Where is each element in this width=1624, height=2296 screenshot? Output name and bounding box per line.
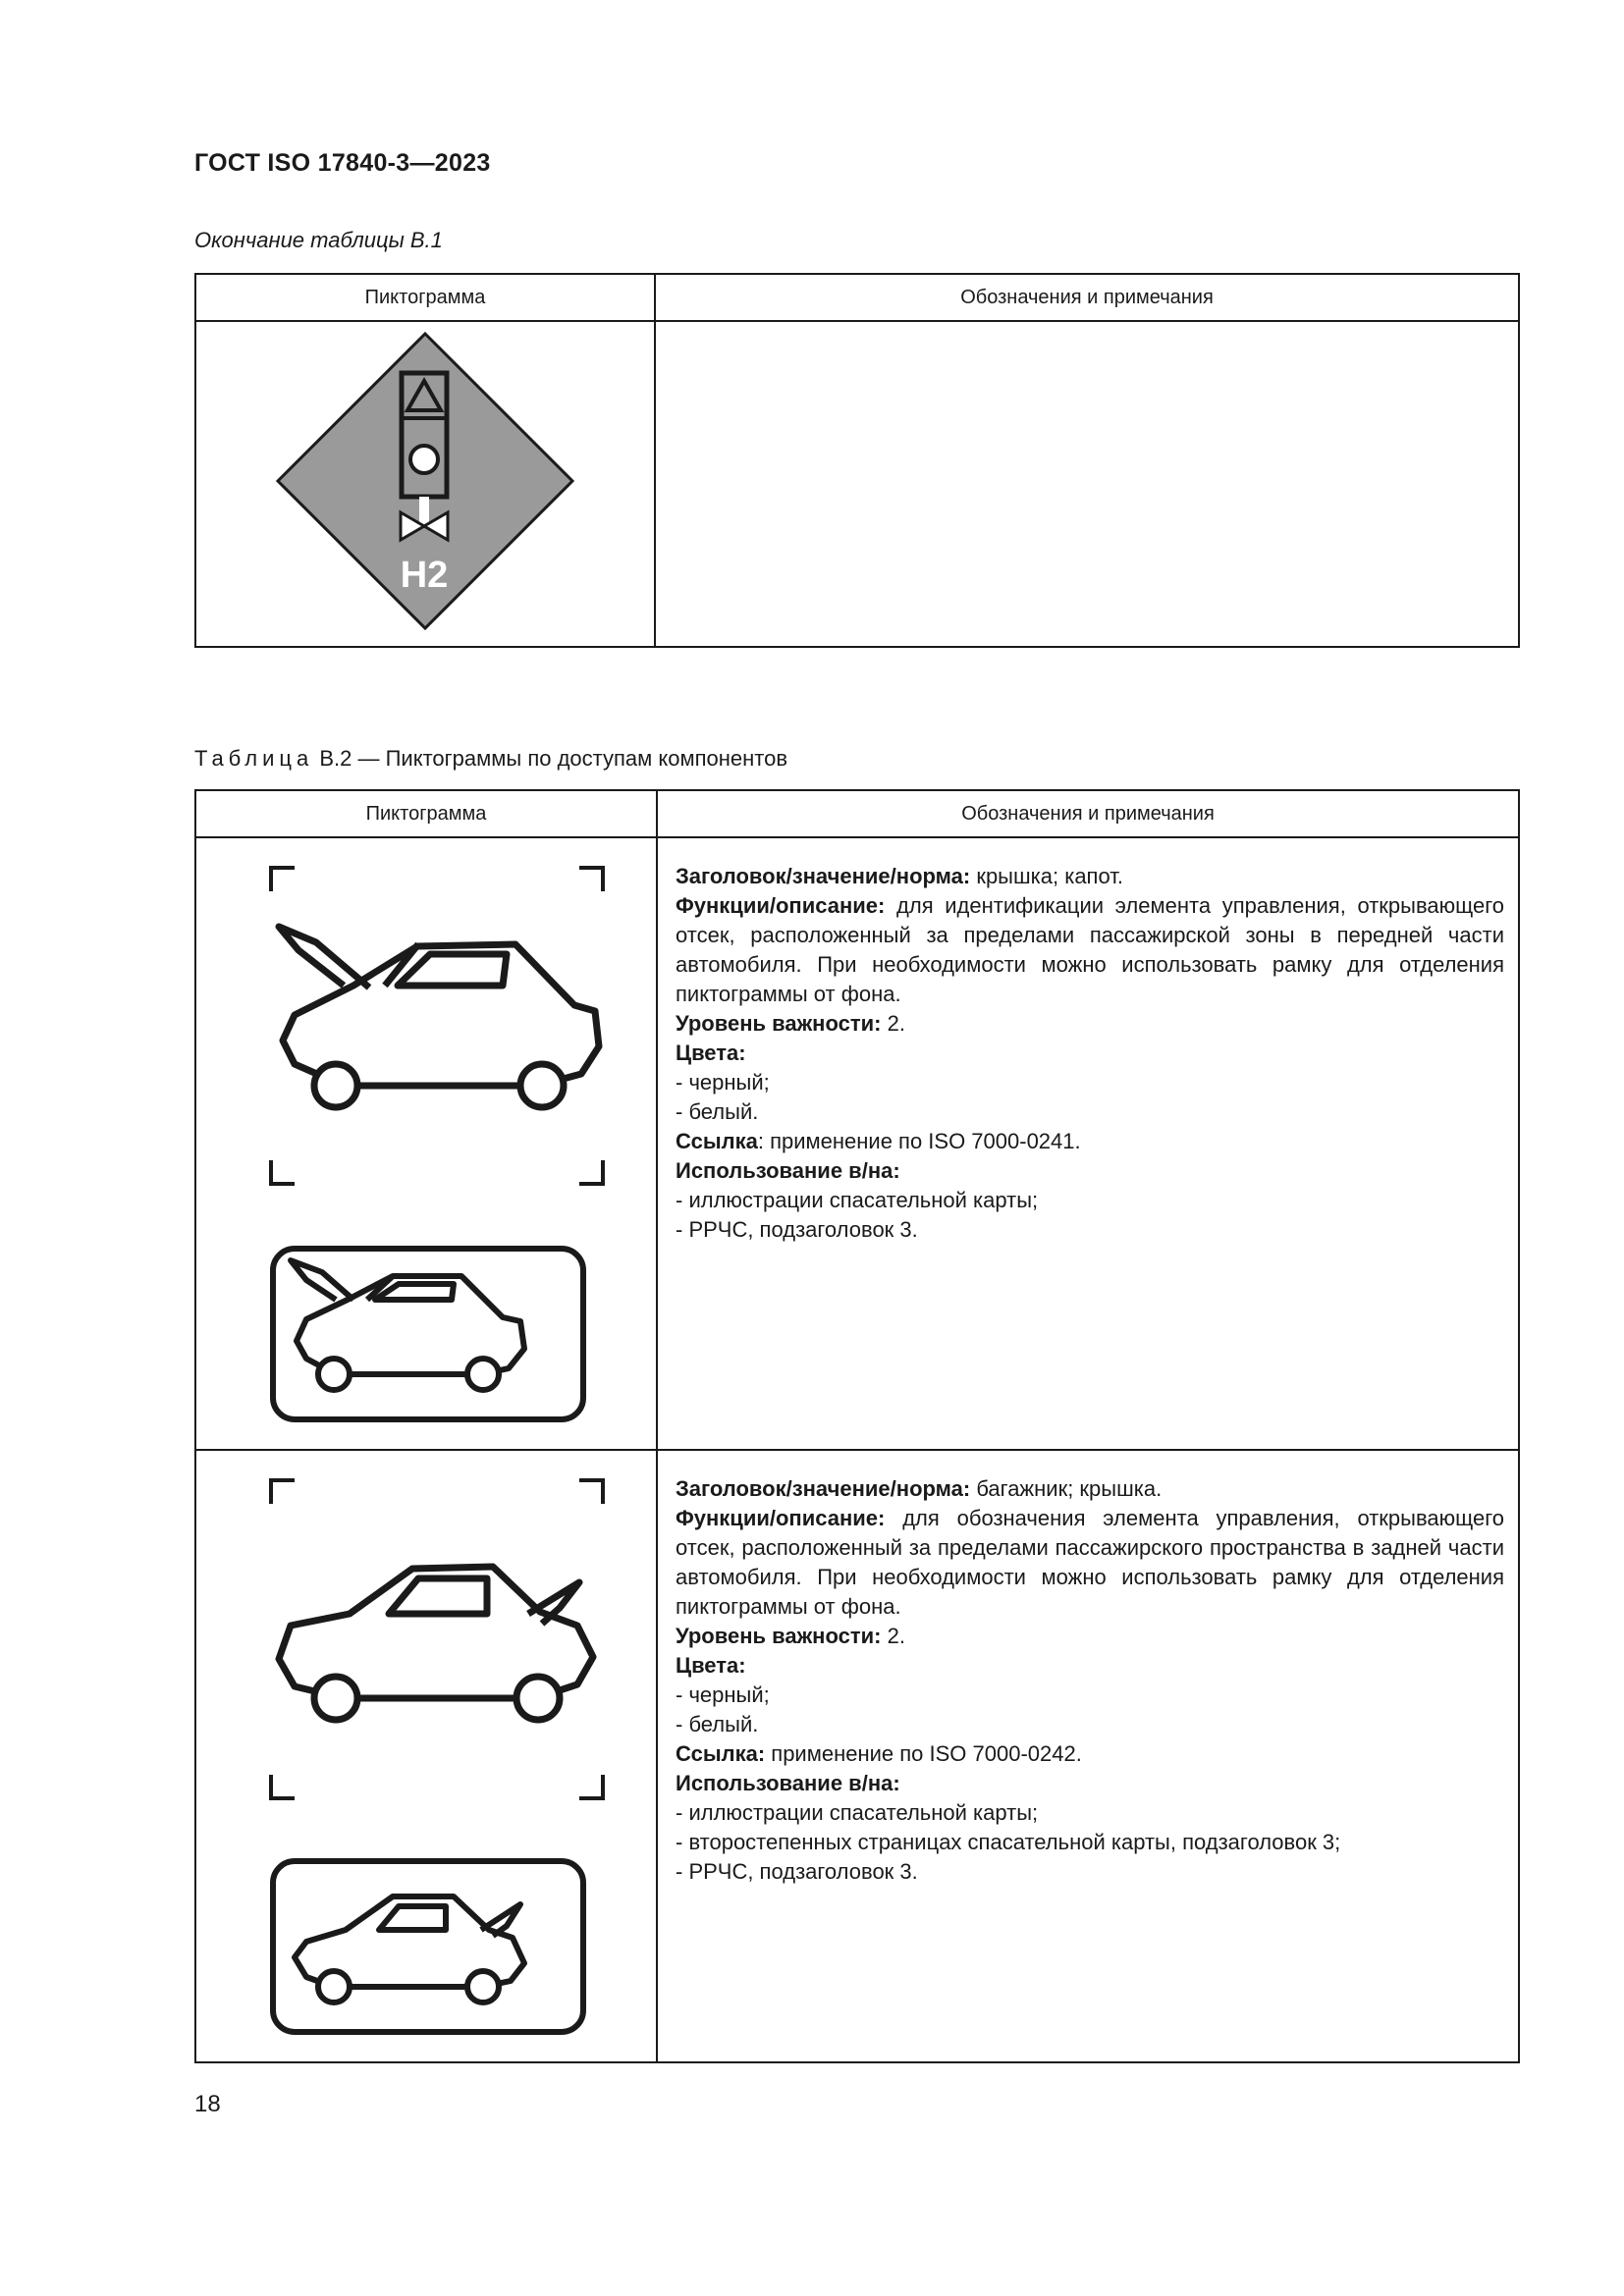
row1-function-label: Функции/описание: — [676, 893, 886, 918]
page-number: 18 — [194, 2091, 221, 2117]
frame-corners — [271, 868, 603, 1184]
row2-usage-label: Использование в/на: — [676, 1771, 900, 1795]
frame-corners — [271, 1480, 603, 1798]
row1-title-label: Заголовок/значение/норма: — [676, 864, 971, 888]
table-b1-pictogram-cell — [195, 321, 655, 647]
rounded-box — [273, 1861, 583, 2032]
row1-color-2: - белый. — [676, 1099, 759, 1124]
row2-function-value: для обозначения элемента управления, открывающего отсек, расположенный за пределами пассажирского пространства в задней части автомобиля. При необходимости можно использовать рамку для отделения пиктограммы от фона. — [676, 1506, 1504, 1619]
row2-title-label: Заголовок/значение/норма: — [676, 1476, 971, 1501]
table-b1 — [194, 273, 1520, 648]
car-open-trunk-small-icon — [295, 1896, 524, 2002]
valve-stem — [419, 497, 429, 524]
circle-icon — [410, 446, 438, 473]
row1-function-value: для идентификации элемента управления, открывающего отсек, расположенный за пределами пассажирской зоны в передней части автомобиля. При необходимости можно использовать рамку для отделения пиктограммы от фона. — [676, 893, 1504, 1006]
table-b2-row1-notes-cell — [657, 837, 1519, 1450]
row1-level-value: 2. — [881, 1011, 905, 1036]
table-b1-header-pictogram: Пиктограмма — [195, 274, 655, 321]
document-code: ГОСТ ISO 17840-3—2023 — [194, 149, 491, 177]
row1-usage-1: - иллюстрации спасательной карты; — [676, 1188, 1039, 1212]
row2-ref-label: Ссылка: — [676, 1741, 766, 1766]
row2-colors-label: Цвета: — [676, 1653, 746, 1678]
table-b2-header-notes: Обозначения и примечания — [657, 790, 1519, 837]
table-b1-notes-cell — [655, 321, 1519, 647]
row2-level-value: 2. — [881, 1624, 905, 1648]
row1-usage-2: - РРЧС, подзаголовок 3. — [676, 1217, 918, 1242]
table-b2-row2-notes-cell — [657, 1450, 1519, 2062]
row1-description — [658, 838, 1518, 1245]
car-open-hood-small-icon — [291, 1260, 524, 1390]
table-b1-header-notes: Обозначения и примечания — [655, 274, 1519, 321]
car-hood-pictogram — [196, 838, 656, 1447]
table-b2 — [194, 789, 1520, 2063]
row2-usage-3: - РРЧС, подзаголовок 3. — [676, 1859, 918, 1884]
table-b2-row1-pictogram-cell — [195, 837, 657, 1450]
car-open-hood-icon — [279, 927, 599, 1107]
row1-colors-label: Цвета: — [676, 1041, 746, 1065]
row2-usage-2: - второстепенных страницах спасательной карты, подзаголовок 3; — [676, 1830, 1341, 1854]
table-b2-caption-rest: В.2 — Пиктограммы по доступам компонентов — [313, 746, 788, 771]
row2-usage-1: - иллюстрации спасательной карты; — [676, 1800, 1039, 1825]
row1-usage-label: Использование в/на: — [676, 1158, 900, 1183]
hydrogen-valve-pictogram — [196, 322, 654, 646]
row2-level-label: Уровень важности: — [676, 1624, 882, 1648]
row1-title-value: крышка; капот. — [970, 864, 1123, 888]
car-trunk-pictogram — [196, 1451, 656, 2059]
table-b2-caption-prefix: Таблица — [194, 746, 314, 771]
row1-ref-value: : применение по ISO 7000-0241. — [757, 1129, 1081, 1153]
row2-color-2: - белый. — [676, 1712, 759, 1736]
row1-ref-label: Ссылка — [676, 1129, 758, 1153]
h2-label: H2 — [400, 555, 449, 596]
row2-description — [658, 1451, 1518, 1887]
row2-title-value: багажник; крышка. — [970, 1476, 1163, 1501]
car-open-trunk-icon — [279, 1567, 593, 1720]
row2-color-1: - черный; — [676, 1682, 770, 1707]
row2-function-label: Функции/описание: — [676, 1506, 886, 1530]
row1-color-1: - черный; — [676, 1070, 770, 1095]
table-b2-caption — [194, 746, 787, 772]
row1-level-label: Уровень важности: — [676, 1011, 882, 1036]
table-b2-header-pictogram: Пиктограмма — [195, 790, 657, 837]
table-b2-row2-pictogram-cell — [195, 1450, 657, 2062]
table-b1-caption: Окончание таблицы В.1 — [194, 228, 443, 252]
row2-ref-value: применение по ISO 7000-0242. — [765, 1741, 1082, 1766]
